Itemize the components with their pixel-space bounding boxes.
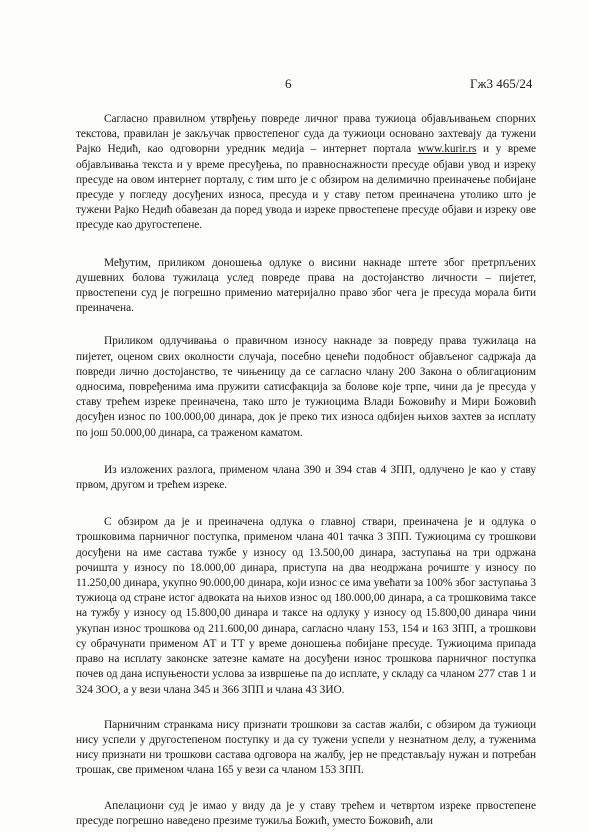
paragraph-text: и у време објављивања текста и у време пресуђења, по правноснажности пресуде објави увод и изреку пресуде на овом интернет порталу, с тим што је с обзиром на делимично преиначење побијане пресуде у погледу досуђених износа, пресуда и у ставу петом преиначена утолико што је тужени Рајко Недић обавезан да поред увода и изреке првостепене пресуде објави и изреку ове пресуде као другостепене. <box>76 143 536 232</box>
portal-link[interactable]: www.kurir.rs <box>417 143 477 156</box>
page-number: 6 <box>285 76 292 91</box>
paragraph-damages-error: Међутим, приликом доношења одлуке о висини накнаде штете због претрпљених душевних болова тужилаца услед повреде права на достојанство личности – пијетет, првостепени суд је погрешно применио материјално право због чега је пресуда морала бити преиначена. <box>76 256 536 315</box>
paragraph-appeal-costs: Парничним странкама нису признати трошкови за састав жалби, с обзиром да тужиоци нису успели у другостепеном поступку и да су тужени успели у незнатном делу, а туженима нису признати ни трошкови састава одговора на жалбу, јер не представљају нужан и потребан трошак, све применом члана 165 у вези са чланом 153 ЗПП. <box>76 718 536 777</box>
case-number: Гж3 465/24 <box>470 76 533 91</box>
paragraph-litigation-costs: С обзиром да је и преиначена одлука о главној ствари, преиначена је и одлука о трошковима парничног поступка, применом члана 401 тачка 3 ЗПП. Тужиоцима су трошкови досуђени на име састава тужбе у износу од 13.500,00 динара, заступања на три одржана рочишта у износу по 18.000,00 динара, приступа на два неодржана рочиште у износу по 11.250,00 динара, укупно 90.000,00 динара, који износ се има увећати за 100% због заступања 3 тужиоца од стране истог адвоката на њихов износ од 180.000,00 динара, а са трошковима таксе на тужбу у износу од 15.800,00 динара и таксе на одлуку у износу од 15.800,00 динара чини укупан износ трошкова од 211.600,00 динара, сагласно члану 153, 154 и 163 ЗПП, а трошкови су обрачунати применом АТ и ТТ у време доношења побијане пресуде. Тужиоцима припада право на исплату законске затезне камате на досуђени износ трошкова парничног поступка почев од дана испуњености услова за извршење па до исплате, у складу са чланом 277 став 1 и 324 ЗОО, а у вези члана 345 и 366 ЗПП и члана 43 ЗИО. <box>76 516 536 696</box>
document-body <box>76 112 536 829</box>
paragraph-text: Сагласно правилном утврђењу повреде личног права тужиоца објављивањем спорних текстова, правилан је закључак првостепеног суда да тужиоци основано захтевају да тужени Рајко Недић, као одговорни уредник медија – интернет портала <box>76 113 536 156</box>
paragraph-fair-compensation: Приликом одлучивања о правичном износу накнаде за повреду права тужилаца на пијетет, оценом свих околности случаја, посебно ценећи подобност објављеног садржаја да повреди лично достојанство, те чињеницу да се сагласно члану 200 Закона о облигационим односима, повређенима има пружити сатисфакција за болове које трпе, чини да је пресуда у ставу трећем изреке преиначена, тако што је тужиоцима Влади Божовићу и Мири Божовић досуђен износ по 100.000,00 динара, док је преко тих износа одбијен њихов захтев за исплату по још 50.000,00 динара, са траженом каматом. <box>76 335 536 439</box>
paragraph-publication-order <box>76 112 536 234</box>
paragraph-decision-reasons: Из изложених разлога, применом члана 390 и 394 став 4 ЗПП, одлучено је као у ставу првом, другом и трећем изреке. <box>76 463 536 492</box>
paragraph-surname-correction: Апелациони суд је имао у виду да је у ставу трећем и четвртом изреке првостепене пресуде погрешно наведено презиме тужиља Божић, уместо Божовић, али <box>76 799 536 827</box>
